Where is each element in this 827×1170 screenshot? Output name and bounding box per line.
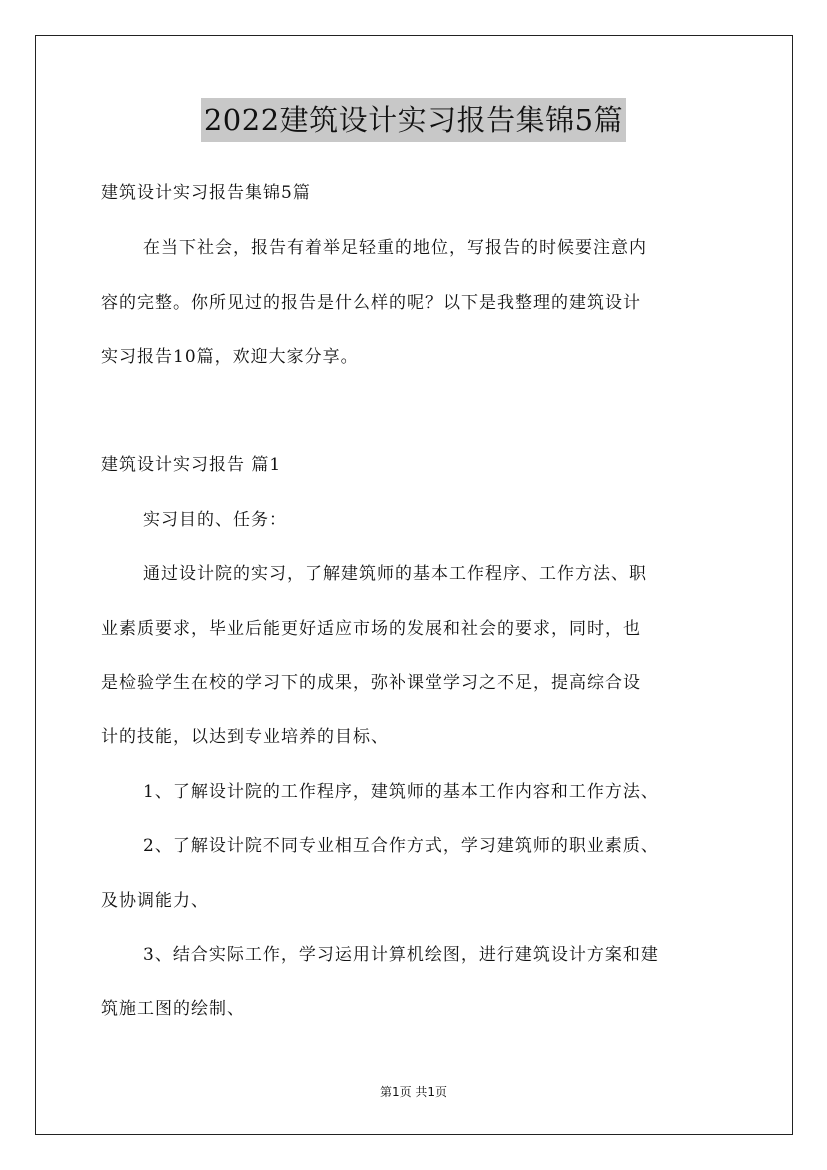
paragraph-line: 在当下社会，报告有着举足轻重的地位，写报告的时候要注意内: [143, 238, 647, 258]
list-item: 3、结合实际工作，学习运用计算机绘图，进行建筑设计方案和建: [143, 945, 659, 965]
section-heading: 建筑设计实习报告 篇1: [101, 455, 282, 475]
list-item: 1、了解设计院的工作程序，建筑师的基本工作内容和工作方法、: [143, 782, 659, 802]
list-item: 2、了解设计院不同专业相互合作方式，学习建筑师的职业素质、: [143, 836, 659, 856]
paragraph-line: 计的技能，以达到专业培养的目标、: [101, 727, 389, 747]
paragraph-line: 实习报告10篇，欢迎大家分享。: [101, 347, 359, 367]
paragraph-line: 业素质要求，毕业后能更好适应市场的发展和社会的要求，同时，也: [101, 619, 641, 639]
paragraph-line: 及协调能力、: [101, 891, 209, 911]
title-container: [0, 98, 827, 142]
paragraph-line: 通过设计院的实习，了解建筑师的基本工作程序、工作方法、职: [143, 564, 647, 584]
document-title: 2022建筑设计实习报告集锦5篇: [201, 98, 626, 142]
subtitle-line: 建筑设计实习报告集锦5篇: [101, 183, 311, 203]
paragraph-line: 实习目的、任务：: [143, 510, 287, 530]
page-footer: 第1页 共1页: [379, 1085, 448, 1099]
paragraph-line: 是检验学生在校的学习下的成果，弥补课堂学习之不足，提高综合设: [101, 673, 641, 693]
paragraph-line: 容的完整。你所见过的报告是什么样的呢？以下是我整理的建筑设计: [101, 293, 641, 313]
paragraph-line: 筑施工图的绘制、: [101, 999, 245, 1019]
